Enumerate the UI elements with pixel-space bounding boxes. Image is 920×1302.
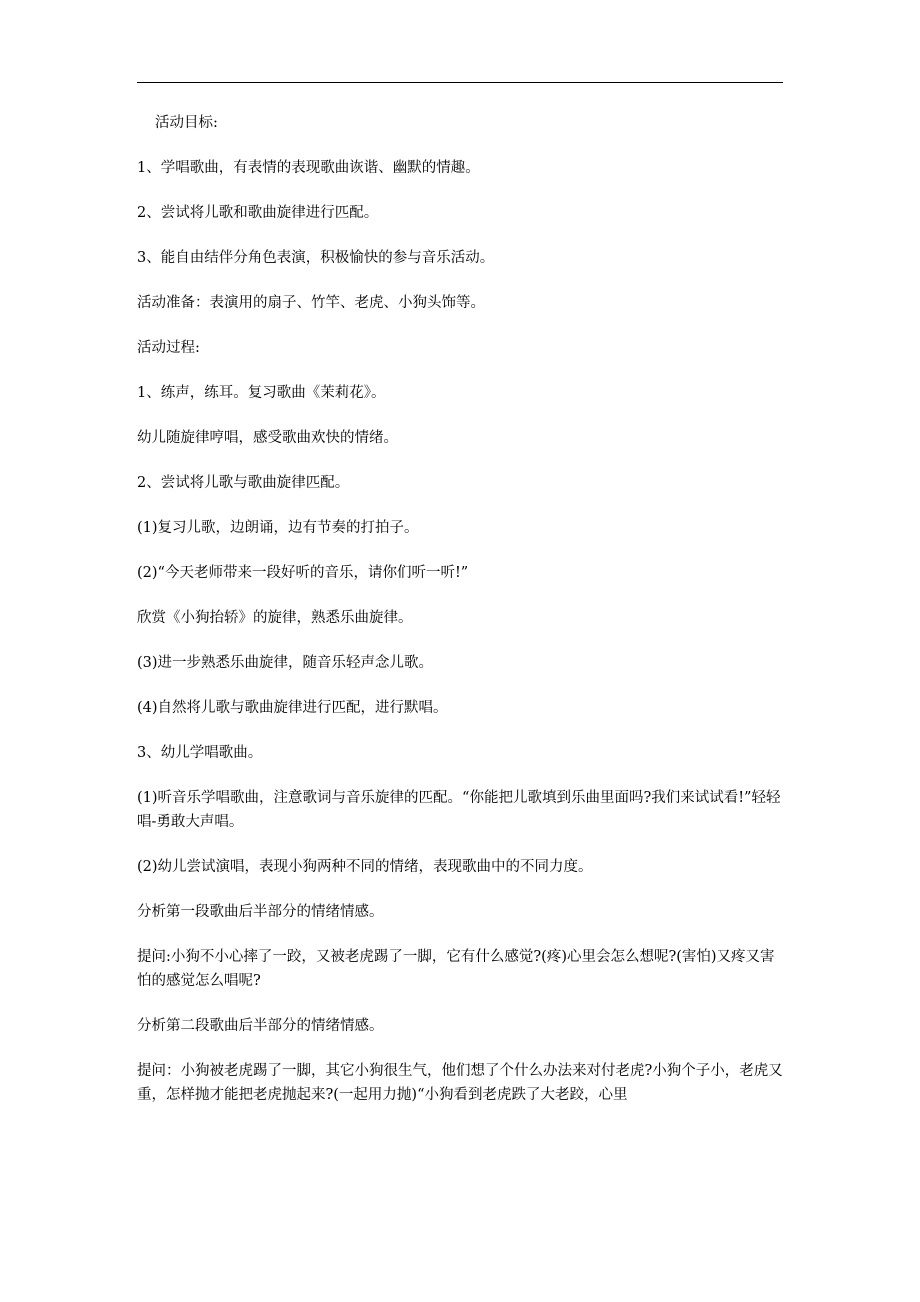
paragraph-step-2-2: (2)“今天老师带来一段好听的音乐，请你们听一听!” [137,565,469,581]
paragraph-step-2-2-detail: 欣赏《小狗抬轿》的旋律，熟悉乐曲旋律。 [137,610,413,626]
paragraph-step-2-1: (1)复习儿歌，边朗诵，边有节奏的打拍子。 [137,520,419,536]
paragraph-goal-2: 2、尝试将儿歌和歌曲旋律进行匹配。 [137,205,379,221]
paragraph-preparation: 活动准备：表演用的扇子、竹竿、老虎、小狗头饰等。 [137,295,485,311]
paragraph-step-2-4: (4)自然将儿歌与歌曲旋律进行匹配，进行默唱。 [137,700,448,716]
paragraph-step-2: 2、尝试将儿歌与歌曲旋律匹配。 [137,475,350,491]
paragraph-step-2-3: (3)进一步熟悉乐曲旋律，随音乐轻声念儿歌。 [137,655,434,671]
header-rule [137,82,783,83]
paragraph-analysis-2: 分析第二段歌曲后半部分的情绪情感。 [137,1018,384,1034]
paragraph-question-1: 提问:小狗不小心摔了一跤，又被老虎踢了一脚，它有什么感觉?(疼)心里会怎么想呢?(害怕)又疼又害怕的感觉怎么唱呢? [137,949,775,989]
paragraph-goal-1: 1、学唱歌曲，有表情的表现歌曲诙谐、幽默的情趣。 [137,160,480,176]
paragraph-question-2: 提问：小狗被老虎踢了一脚，其它小狗很生气，他们想了个什么办法来对付老虎?小狗个子小，老虎又重，怎样抛才能把老虎抛起来?(一起用力抛)“小狗看到老虎跌了大老跤，心里 [137,1063,783,1103]
paragraph-analysis-1: 分析第一段歌曲后半部分的情绪情感。 [137,904,384,920]
paragraph-activity-goals-heading: 活动目标: [155,115,218,131]
paragraph-goal-3: 3、能自由结伴分角色表演，积极愉快的参与音乐活动。 [137,250,495,266]
paragraph-step-3-1: (1)听音乐学唱歌曲，注意歌词与音乐旋律的匹配。“你能把儿歌填到乐曲里面吗?我们来试试看!”轻轻唱-勇敢大声唱。 [137,790,781,830]
paragraph-step-1: 1、练声，练耳。复习歌曲《茉莉花》。 [137,385,386,401]
paragraph-step-3: 3、幼儿学唱歌曲。 [137,745,263,761]
paragraph-step-3-2: (2)幼儿尝试演唱，表现小狗两种不同的情绪，表现歌曲中的不同力度。 [137,859,593,875]
paragraph-process-heading: 活动过程: [137,340,200,356]
paragraph-step-1-detail: 幼儿随旋律哼唱，感受歌曲欢快的情绪。 [137,430,398,446]
document-body [137,111,783,1128]
